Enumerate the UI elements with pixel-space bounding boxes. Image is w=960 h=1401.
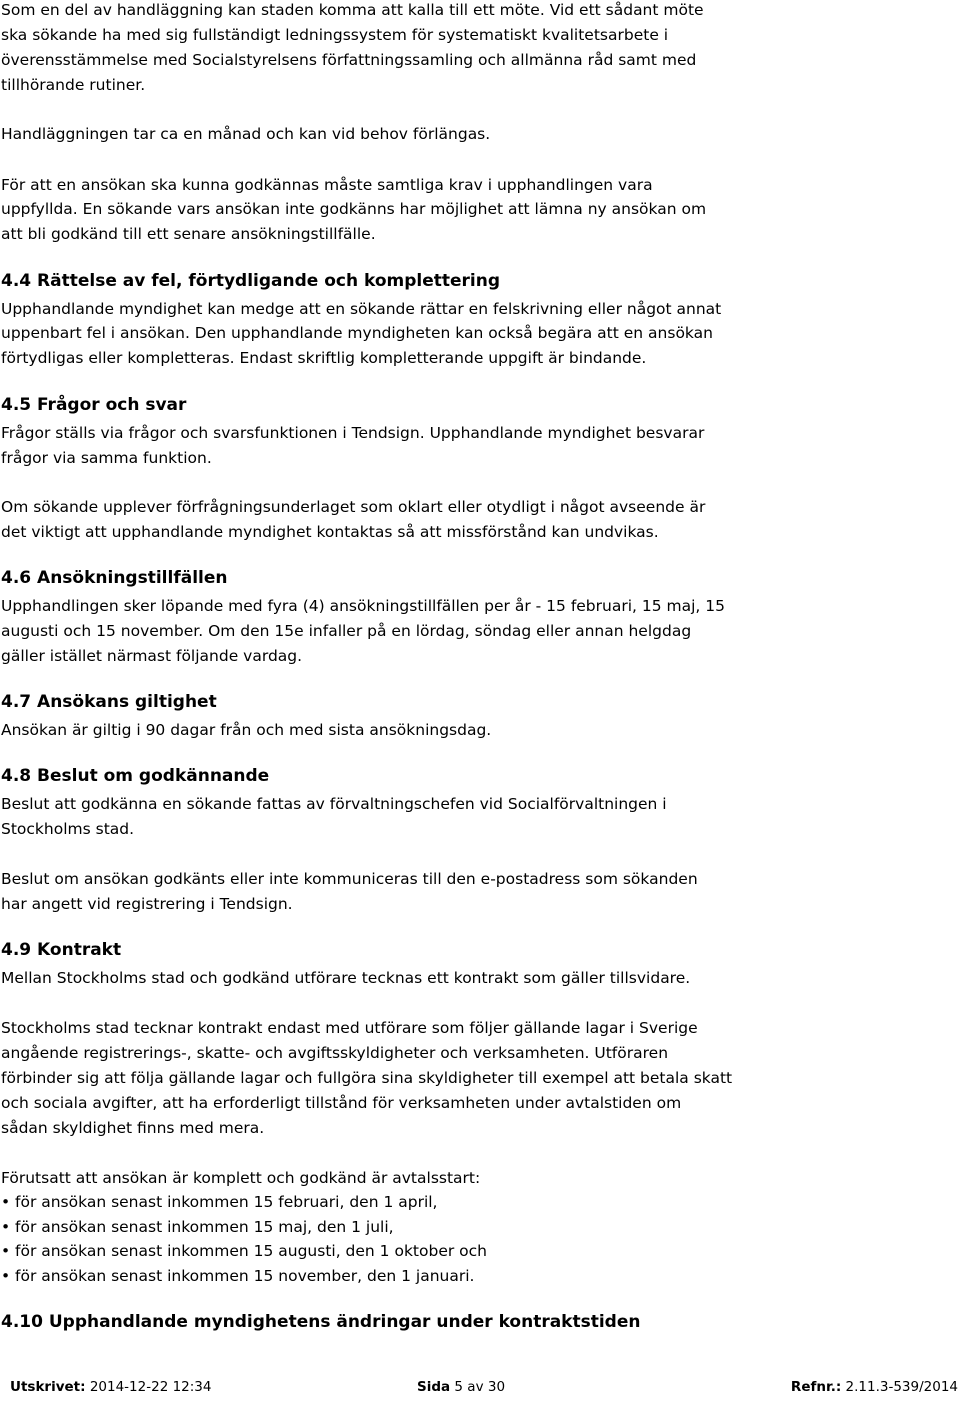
list-item-text: för ansökan senast inkommen 15 november, den 1 januari. bbox=[15, 1267, 475, 1285]
section-heading-4-10: 4.10 Upphandlande myndighetens ändringar under kontraktstiden bbox=[1, 1312, 641, 1332]
paragraph-line: Förutsatt att ansökan är komplett och godkänd är avtalsstart: bbox=[1, 1169, 481, 1187]
paragraph-line: angående registrerings-, skatte- och avgiftsskyldigheter och verksamheten. Utföraren bbox=[1, 1044, 669, 1062]
paragraph-line: förtydligas eller kompletteras. Endast skriftlig kompletterande uppgift är bindande. bbox=[1, 349, 647, 367]
list-item-text: för ansökan senast inkommen 15 augusti, den 1 oktober och bbox=[15, 1242, 487, 1260]
paragraph-line: ska sökande ha med sig fullständigt ledningssystem för systematiskt kvalitetsarbete i bbox=[1, 26, 669, 44]
footer-ref bbox=[791, 1379, 958, 1395]
paragraph-line: Beslut att godkänna en sökande fattas av förvaltningschefen vid Socialförvaltningen i bbox=[1, 795, 667, 813]
page-footer bbox=[0, 1379, 960, 1401]
paragraph-line: att bli godkänd till ett senare ansökningstillfälle. bbox=[1, 225, 376, 243]
paragraph-line: Frågor ställs via frågor och svarsfunktionen i Tendsign. Upphandlande myndighet besvarar bbox=[1, 424, 705, 442]
bullet-icon: • bbox=[1, 1193, 11, 1211]
section-heading-4-5: 4.5 Frågor och svar bbox=[1, 395, 187, 415]
paragraph-line: Stockholms stad. bbox=[1, 820, 135, 838]
paragraph-line: sådan skyldighet finns med mera. bbox=[1, 1119, 265, 1137]
section-heading-4-8: 4.8 Beslut om godkännande bbox=[1, 766, 270, 786]
paragraph-line: det viktigt att upphandlande myndighet kontaktas så att missförstånd kan undvikas. bbox=[1, 523, 659, 541]
footer-printed bbox=[10, 1379, 211, 1395]
paragraph-line: frågor via samma funktion. bbox=[1, 449, 212, 467]
paragraph-line: gäller istället närmast följande vardag. bbox=[1, 647, 303, 665]
list-item bbox=[1, 1190, 437, 1215]
paragraph-line: har angett vid registrering i Tendsign. bbox=[1, 895, 293, 913]
paragraph-line: Som en del av handläggning kan staden komma att kalla till ett möte. Vid ett sådant möte bbox=[1, 1, 704, 19]
bullet-icon: • bbox=[1, 1242, 11, 1260]
paragraph-line: Upphandlingen sker löpande med fyra (4) ansökningstillfällen per år - 15 februari, 15 maj, 15 bbox=[1, 597, 726, 615]
paragraph-line: och sociala avgifter, att ha erforderligt tillstånd för verksamheten under avtalstiden om bbox=[1, 1094, 682, 1112]
section-heading-4-9: 4.9 Kontrakt bbox=[1, 940, 122, 960]
paragraph-line: överensstämmelse med Socialstyrelsens författningssamling och allmänna råd samt med bbox=[1, 51, 697, 69]
footer-printed-label: Utskrivet: bbox=[10, 1379, 86, 1395]
paragraph-line: uppenbart fel i ansökan. Den upphandlande myndigheten kan också begära att en ansökan bbox=[1, 324, 713, 342]
footer-ref-label: Refnr.: bbox=[790, 1379, 842, 1395]
paragraph-line: Beslut om ansökan godkänts eller inte kommuniceras till den e-postadress som sökanden bbox=[1, 870, 698, 888]
paragraph-line: förbinder sig att följa gällande lagar och fullgöra sina skyldigheter till exempel att betala skatt bbox=[1, 1069, 733, 1087]
list-item bbox=[1, 1264, 474, 1289]
section-heading-4-6: 4.6 Ansökningstillfällen bbox=[1, 568, 228, 588]
section-heading-4-7: 4.7 Ansökans giltighet bbox=[1, 692, 217, 712]
list-item-text: för ansökan senast inkommen 15 maj, den 1 juli, bbox=[15, 1218, 394, 1236]
footer-printed-value: 2014-12-22 12:34 bbox=[89, 1379, 212, 1395]
paragraph-line: uppfyllda. En sökande vars ansökan inte godkänns har möjlighet att lämna ny ansökan om bbox=[1, 200, 707, 218]
paragraph-line: Om sökande upplever förfrågningsunderlaget som oklart eller otydligt i något avseende är bbox=[1, 498, 706, 516]
footer-page-label: Sida bbox=[417, 1379, 451, 1395]
paragraph-line: För att en ansökan ska kunna godkännas måste samtliga krav i upphandlingen vara bbox=[1, 176, 653, 194]
paragraph-line: Upphandlande myndighet kan medge att en sökande rättar en felskrivning eller något annat bbox=[1, 300, 722, 318]
list-item bbox=[1, 1239, 487, 1264]
paragraph-line: augusti och 15 november. Om den 15e infaller på en lördag, söndag eller annan helgdag bbox=[1, 622, 692, 640]
bullet-icon: • bbox=[1, 1267, 11, 1285]
paragraph-line: Ansökan är giltig i 90 dagar från och med sista ansökningsdag. bbox=[1, 721, 492, 739]
footer-page bbox=[417, 1379, 505, 1395]
bullet-icon: • bbox=[1, 1218, 11, 1236]
paragraph-line: Stockholms stad tecknar kontrakt endast med utförare som följer gällande lagar i Sverige bbox=[1, 1019, 698, 1037]
footer-ref-value: 2.11.3-539/2014 bbox=[845, 1379, 958, 1395]
paragraph-line: Handläggningen tar ca en månad och kan vid behov förlängas. bbox=[1, 125, 491, 143]
list-item-text: för ansökan senast inkommen 15 februari, den 1 april, bbox=[15, 1193, 438, 1211]
paragraph-line: tillhörande rutiner. bbox=[1, 76, 146, 94]
list-item bbox=[1, 1215, 394, 1240]
section-heading-4-4: 4.4 Rättelse av fel, förtydligande och komplettering bbox=[1, 271, 501, 291]
footer-page-value: 5 av 30 bbox=[454, 1379, 506, 1395]
paragraph-line: Mellan Stockholms stad och godkänd utförare tecknas ett kontrakt som gäller tillsvidare. bbox=[1, 969, 691, 987]
